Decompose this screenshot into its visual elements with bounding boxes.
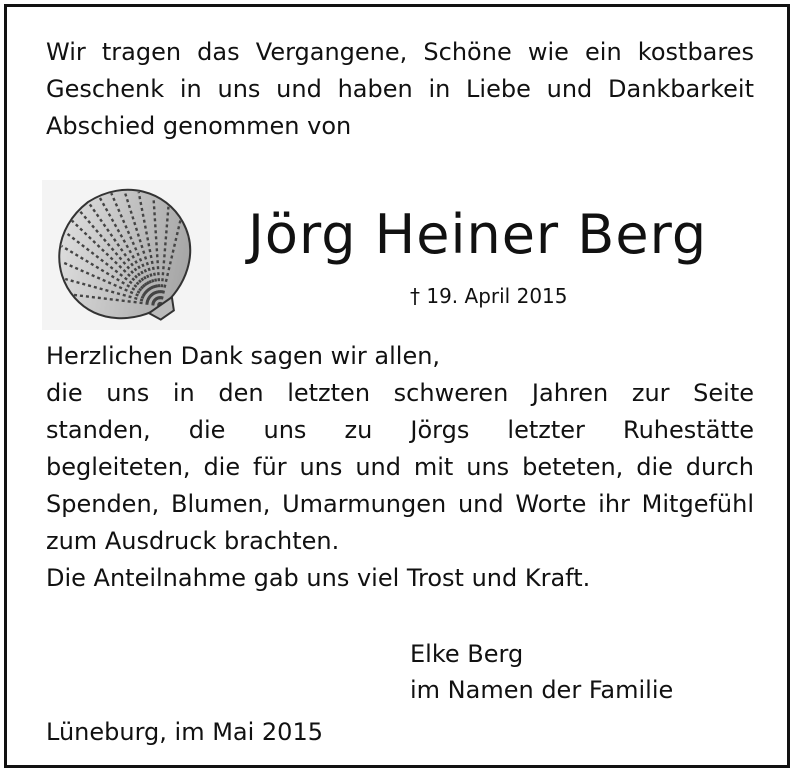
intro-paragraph [46,34,754,145]
scallop-shell-icon [42,180,210,330]
signature-name: Elke Berg [410,640,524,668]
thanks-line: die uns in den letzten schweren Jahren zur Seite [46,379,754,407]
deceased-name: Jörg Heiner Berg [248,203,708,266]
intro-line: Wir tragen das Vergangene, Schöne wie ein kostbares [46,38,754,66]
intro-line: Abschied genommen von [46,112,352,140]
signature-family: im Namen der Familie [410,676,674,704]
thanks-line: standen, die uns zu Jörgs letzter Ruhestätte [46,416,754,444]
death-date: † 19. April 2015 [410,284,568,308]
thanks-line: Die Anteilnahme gab uns viel Trost und Kraft. [46,564,591,592]
intro-line: Geschenk in uns und haben in Liebe und Dankbarkeit [46,75,754,103]
thanks-line: zum Ausdruck brachten. [46,527,340,555]
thanks-line: begleiteten, die für uns und mit uns beteten, die durch [46,453,754,481]
place-date: Lüneburg, im Mai 2015 [46,718,323,746]
thanks-line: Spenden, Blumen, Umarmungen und Worte ihr Mitgefühl [46,490,754,518]
thanks-paragraph [46,338,754,597]
thanks-line: Herzlichen Dank sagen wir allen, [46,342,441,370]
